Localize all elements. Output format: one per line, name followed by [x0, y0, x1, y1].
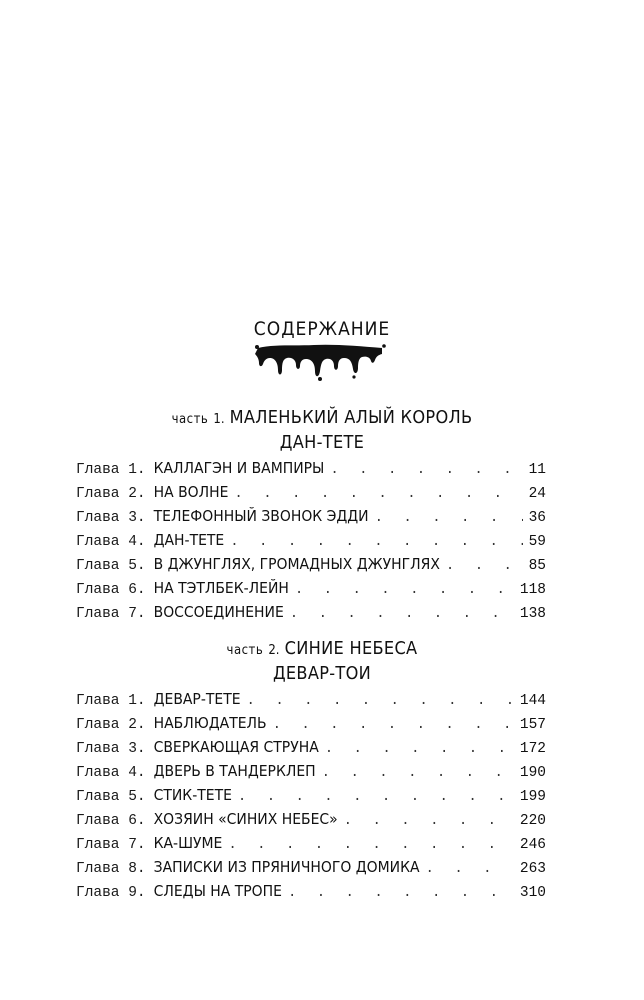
part-2-heading [0, 638, 644, 659]
part-1-heading [0, 407, 644, 428]
chapter-label: Глава 8. [76, 861, 146, 877]
chapter-label: Глава 5. [76, 558, 146, 574]
chapter-title: В ДЖУНГЛЯХ, ГРОМАДНЫХ ДЖУНГЛЯХ [153, 555, 440, 573]
toc-row[interactable] [76, 456, 546, 480]
dot-leader [322, 761, 514, 785]
part-2-subtitle: ДЕВАР-ТОИ [272, 663, 372, 684]
toc-row[interactable] [76, 879, 546, 903]
toc-row[interactable] [76, 504, 546, 528]
page-number: 199 [519, 789, 546, 805]
toc-row[interactable] [76, 576, 546, 600]
page-number: 11 [528, 462, 546, 478]
toc-row[interactable] [76, 831, 546, 855]
chapter-title: ДАН-ТЕТЕ [153, 531, 225, 549]
dot-leader [273, 713, 514, 737]
chapter-label: Глава 9. [76, 885, 146, 901]
toc-row[interactable] [76, 855, 546, 879]
chapter-label: Глава 3. [76, 741, 146, 757]
chapter-title: НАБЛЮДАТЕЛЬ [153, 714, 267, 732]
dot-leader [228, 833, 514, 857]
dot-leader [295, 578, 514, 602]
toc-row[interactable] [76, 807, 546, 831]
chapter-label: Глава 3. [76, 510, 146, 526]
dot-leader [288, 881, 514, 905]
chapter-title: ЗАПИСКИ ИЗ ПРЯНИЧНОГО ДОМИКА [153, 858, 420, 876]
page-number: 118 [519, 582, 546, 598]
chapter-label: Глава 4. [76, 765, 146, 781]
dot-leader [238, 785, 514, 809]
dot-leader [426, 857, 514, 881]
toc-row[interactable] [76, 687, 546, 711]
chapter-title: СЛЕДЫ НА ТРОПЕ [153, 882, 282, 900]
toc-row[interactable] [76, 528, 546, 552]
dot-leader [230, 530, 522, 554]
chapter-title: СТИК-ТЕТЕ [153, 786, 232, 804]
toc-row[interactable] [76, 759, 546, 783]
part-1-chapter-list [76, 456, 546, 624]
page-number: 190 [519, 765, 546, 781]
page-number: 85 [528, 558, 546, 574]
chapter-label: Глава 4. [76, 534, 146, 550]
page-number: 157 [519, 717, 546, 733]
chapter-label: Глава 2. [76, 486, 146, 502]
dot-leader [290, 602, 514, 626]
chapter-label: Глава 6. [76, 582, 146, 598]
toc-row[interactable] [76, 480, 546, 504]
page-number: 36 [528, 510, 546, 526]
chapter-title: ВОССОЕДИНЕНИЕ [153, 603, 284, 621]
toc-row[interactable] [76, 735, 546, 759]
page-number: 24 [528, 486, 546, 502]
chapter-title: СВЕРКАЮЩАЯ СТРУНА [153, 738, 319, 756]
chapter-title: НА ТЭТЛБЕК-ЛЕЙН [153, 579, 289, 597]
toc-row[interactable] [76, 711, 546, 735]
chapter-title: НА ВОЛНЕ [153, 483, 229, 501]
dot-leader [375, 506, 523, 530]
page-number: 220 [519, 813, 546, 829]
part-1-subtitle: ДАН-ТЕТЕ [279, 432, 365, 453]
page-number: 59 [528, 534, 546, 550]
chapter-title: ДЕВАР-ТЕТЕ [153, 690, 241, 708]
toc-row[interactable] [76, 600, 546, 624]
ink-drips-ornament [254, 340, 386, 382]
chapter-title: КА-ШУМЕ [153, 834, 223, 852]
chapter-title: ХОЗЯИН «СИНИХ НЕБЕС» [153, 810, 338, 828]
dot-leader [344, 809, 514, 833]
chapter-label: Глава 7. [76, 837, 146, 853]
page-number: 144 [519, 693, 546, 709]
chapter-label: Глава 6. [76, 813, 146, 829]
dot-leader [325, 737, 514, 761]
dot-leader [446, 554, 523, 578]
part-label: часть [226, 643, 264, 658]
chapter-label: Глава 1. [76, 693, 146, 709]
part-title: МАЛЕНЬКИЙ АЛЫЙ КОРОЛЬ [229, 407, 473, 428]
part-number: 2. [268, 643, 280, 658]
chapter-title: КАЛЛАГЭН И ВАМПИРЫ [153, 459, 325, 477]
chapter-label: Глава 1. [76, 462, 146, 478]
page-number: 246 [519, 837, 546, 853]
toc-row[interactable] [76, 552, 546, 576]
page-number: 138 [519, 606, 546, 622]
page-number: 310 [519, 885, 546, 901]
contents-title: СОДЕРЖАНИЕ [253, 318, 391, 340]
dot-leader [234, 482, 522, 506]
dot-leader [247, 689, 514, 713]
chapter-title: ТЕЛЕФОННЫЙ ЗВОНОК ЭДДИ [153, 507, 369, 525]
chapter-label: Глава 7. [76, 606, 146, 622]
part-label: часть [171, 412, 209, 427]
part-title: СИНИЕ НЕБЕСА [284, 638, 418, 659]
page-number: 263 [519, 861, 546, 877]
chapter-title: ДВЕРЬ В ТАНДЕРКЛЕП [153, 762, 316, 780]
dot-leader [330, 458, 522, 482]
toc-row[interactable] [76, 783, 546, 807]
part-2-chapter-list [76, 687, 546, 903]
chapter-label: Глава 2. [76, 717, 146, 733]
part-number: 1. [213, 412, 225, 427]
page-number: 172 [519, 741, 546, 757]
chapter-label: Глава 5. [76, 789, 146, 805]
